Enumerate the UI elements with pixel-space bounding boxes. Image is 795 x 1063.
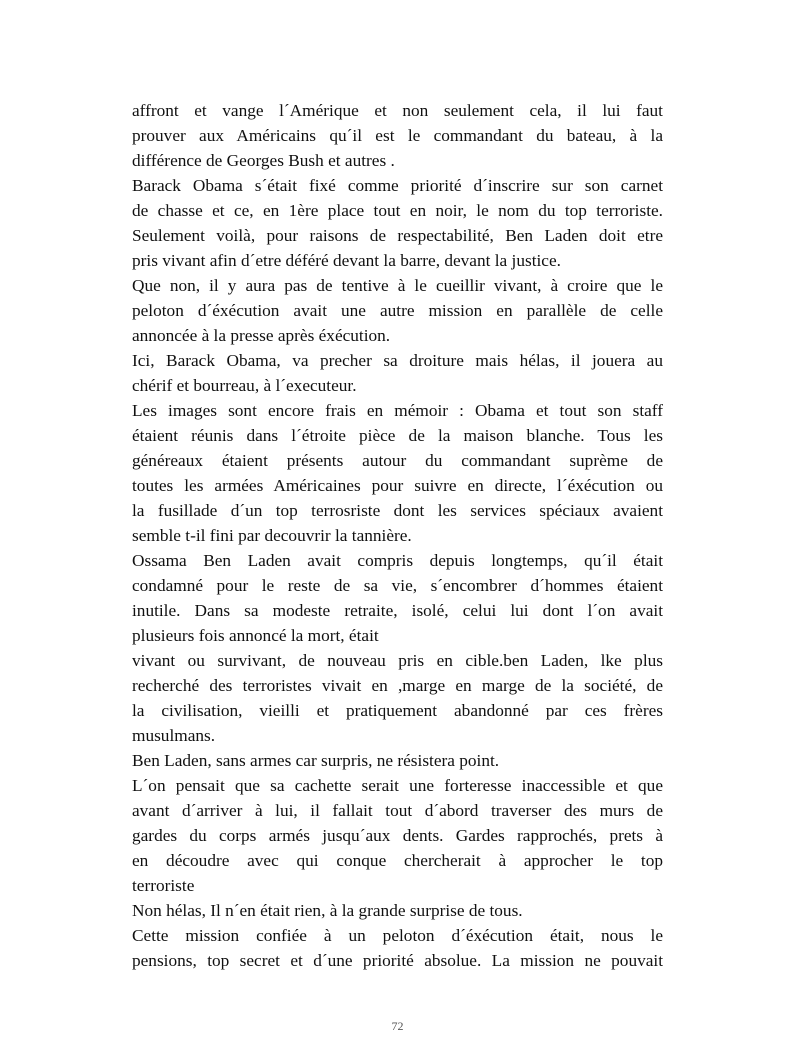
text-line: condamné pour le reste de sa vie, s´encombrer d´hommes étaient — [132, 576, 663, 595]
text-line: vivant ou survivant, de nouveau pris en cible.ben Laden, lke plus — [132, 651, 663, 670]
text-line: pensions, top secret et d´une priorité absolue. La mission ne pouvait — [132, 951, 663, 970]
text-line: semble t-il fini par decouvrir la tannière. — [132, 526, 412, 545]
text-line: en découdre avec qui conque chercherait à approcher le top — [132, 851, 663, 870]
text-line: Ossama Ben Laden avait compris depuis longtemps, qu´il était — [132, 551, 663, 570]
text-line: toutes les armées Américaines pour suivre en directe, l´éxécution ou — [132, 476, 663, 495]
text-line: Non hélas, Il n´en était rien, à la grande surprise de tous. — [132, 901, 523, 920]
text-line: terroriste — [132, 876, 195, 895]
text-line: plusieurs fois annoncé la mort, était — [132, 626, 379, 645]
text-line: musulmans. — [132, 726, 216, 745]
text-line: gardes du corps armés jusqu´aux dents. Gardes rapprochés, prets à — [132, 826, 663, 845]
text-line: généreaux étaient présents autour du commandant suprème de — [132, 451, 663, 470]
text-line: peloton d´éxécution avait une autre mission en parallèle de celle — [132, 301, 663, 320]
text-line: Seulement voilà, pour raisons de respectabilité, Ben Laden doit etre — [132, 226, 663, 245]
text-line: Que non, il y aura pas de tentive à le cueillir vivant, à croire que le — [132, 276, 663, 295]
text-line: annoncée à la presse après éxécution. — [132, 326, 391, 345]
text-line: de chasse et ce, en 1ère place tout en noir, le nom du top terroriste. — [132, 201, 663, 220]
body-text — [132, 98, 663, 973]
text-line: avant d´arriver à lui, il fallait tout d´abord traverser des murs de — [132, 801, 663, 820]
text-line: prouver aux Américains qu´il est le commandant du bateau, à la — [132, 126, 663, 145]
text-line: étaient réunis dans l´étroite pièce de la maison blanche. Tous les — [132, 426, 663, 445]
text-line: L´on pensait que sa cachette serait une forteresse inaccessible et que — [132, 776, 663, 795]
text-line: Les images sont encore frais en mémoir : Obama et tout son staff — [132, 401, 663, 420]
text-line: pris vivant afin d´etre déféré devant la barre, devant la justice. — [132, 251, 561, 270]
text-line: affront et vange l´Amérique et non seulement cela, il lui faut — [132, 101, 663, 120]
text-line: la fusillade d´un top terrosriste dont les services spéciaux avaient — [132, 501, 663, 520]
text-line: Cette mission confiée à un peloton d´éxécution était, nous le — [132, 926, 663, 945]
text-line: Ben Laden, sans armes car surpris, ne résistera point. — [132, 751, 500, 770]
text-line: inutile. Dans sa modeste retraite, isolé, celui lui dont l´on avait — [132, 601, 663, 620]
text-line: recherché des terroristes vivait en ,marge en marge de la société, de — [132, 676, 663, 695]
text-line: différence de Georges Bush et autres . — [132, 151, 395, 170]
text-line: Ici, Barack Obama, va precher sa droiture mais hélas, il jouera au — [132, 351, 663, 370]
text-line: la civilisation, vieilli et pratiquement abandonné par ces frères — [132, 701, 663, 720]
page-number: 72 — [391, 1019, 404, 1033]
text-line: chérif et bourreau, à l´executeur. — [132, 376, 357, 395]
text-line: Barack Obama s´était fixé comme priorité d´inscrire sur son carnet — [132, 176, 663, 195]
